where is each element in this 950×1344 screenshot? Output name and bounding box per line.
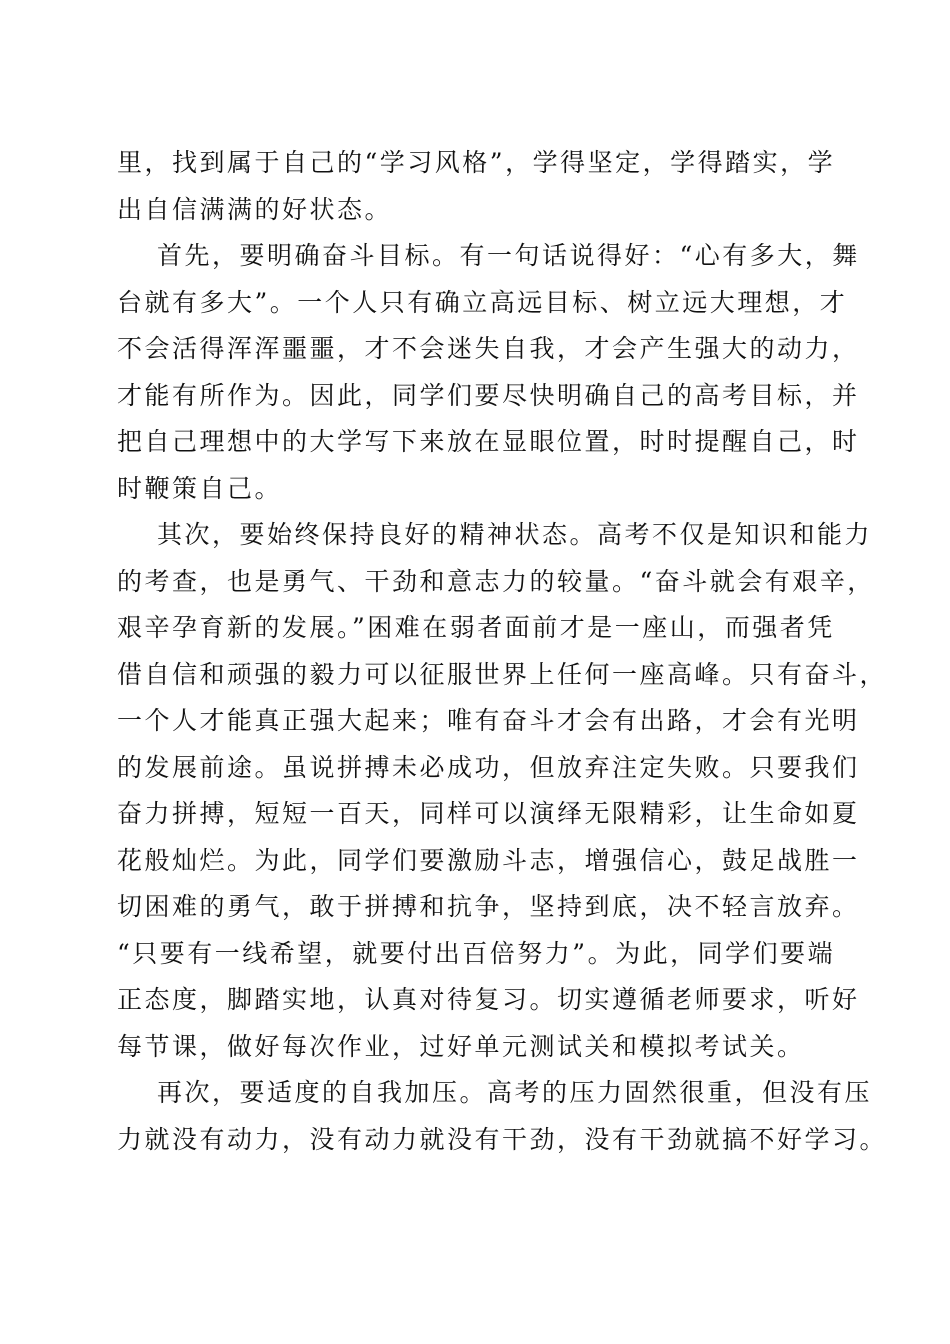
text-line: 借自信和顽强的毅力可以征服世界上任何一座高峰。只有奋斗， bbox=[117, 659, 888, 689]
paragraph-spirit bbox=[117, 512, 888, 1070]
text-line: 每节课，做好每次作业，过好单元测试关和模拟考试关。 bbox=[117, 1031, 805, 1061]
text-line: 不会活得浑浑噩噩，才不会迷失自我，才会产生强大的动力， bbox=[117, 334, 860, 363]
text-line: “只要有一线希望，就要付出百倍努力”。为此，同学们要端 bbox=[117, 938, 836, 968]
text-line: 把自己理想中的大学写下来放在显眼位置，时时提醒自己，时 bbox=[117, 427, 860, 456]
text-line: 才能有所作为。因此，同学们要尽快明确自己的高考目标，并 bbox=[117, 380, 860, 410]
text-line: 出自信满满的好状态。 bbox=[117, 194, 393, 224]
text-line: 的考查，也是勇气、干劲和意志力的较量。“奋斗就会有艰辛， bbox=[117, 566, 875, 596]
text-line: 切困难的勇气，敢于拼搏和抗争，坚持到底，决不轻言放弃。 bbox=[117, 892, 860, 921]
text-line: 再次，要适度的自我加压。高考的压力固然很重，但没有压 bbox=[157, 1078, 873, 1107]
text-line: 一个人才能真正强大起来；唯有奋斗才会有出路，才会有光明 bbox=[117, 706, 860, 735]
text-line: 其次，要始终保持良好的精神状态。高考不仅是知识和能力 bbox=[157, 520, 873, 549]
paragraph-continuation bbox=[117, 140, 836, 233]
body-text bbox=[117, 140, 888, 1163]
text-line: 里，找到属于自己的“学习风格”，学得坚定，学得踏实，学 bbox=[117, 148, 836, 177]
text-line: 奋力拼搏，短短一百天，同样可以演绎无限精彩，让生命如夏 bbox=[117, 799, 860, 828]
text-line: 花般灿烂。为此，同学们要激励斗志，增强信心，鼓足战胜一 bbox=[117, 845, 860, 875]
text-line: 的发展前途。虽说拼搏未必成功，但放弃注定失败。只要我们 bbox=[117, 752, 860, 782]
paragraph-pressure bbox=[117, 1070, 888, 1163]
text-line: 正态度，脚踏实地，认真对待复习。切实遵循老师要求，听好 bbox=[117, 985, 860, 1014]
text-line: 台就有多大”。一个人只有确立高远目标、树立远大理想，才 bbox=[117, 287, 848, 317]
text-line: 艰辛孕育新的发展。”困难在弱者面前才是一座山，而强者凭 bbox=[117, 613, 835, 642]
text-line: 时鞭策自己。 bbox=[117, 473, 283, 503]
text-line: 首先，要明确奋斗目标。有一句话说得好：“心有多大，舞 bbox=[157, 241, 860, 270]
text-line: 力就没有动力，没有动力就没有干劲，没有干劲就搞不好学习。 bbox=[117, 1124, 888, 1154]
paragraph-goals bbox=[117, 233, 860, 512]
